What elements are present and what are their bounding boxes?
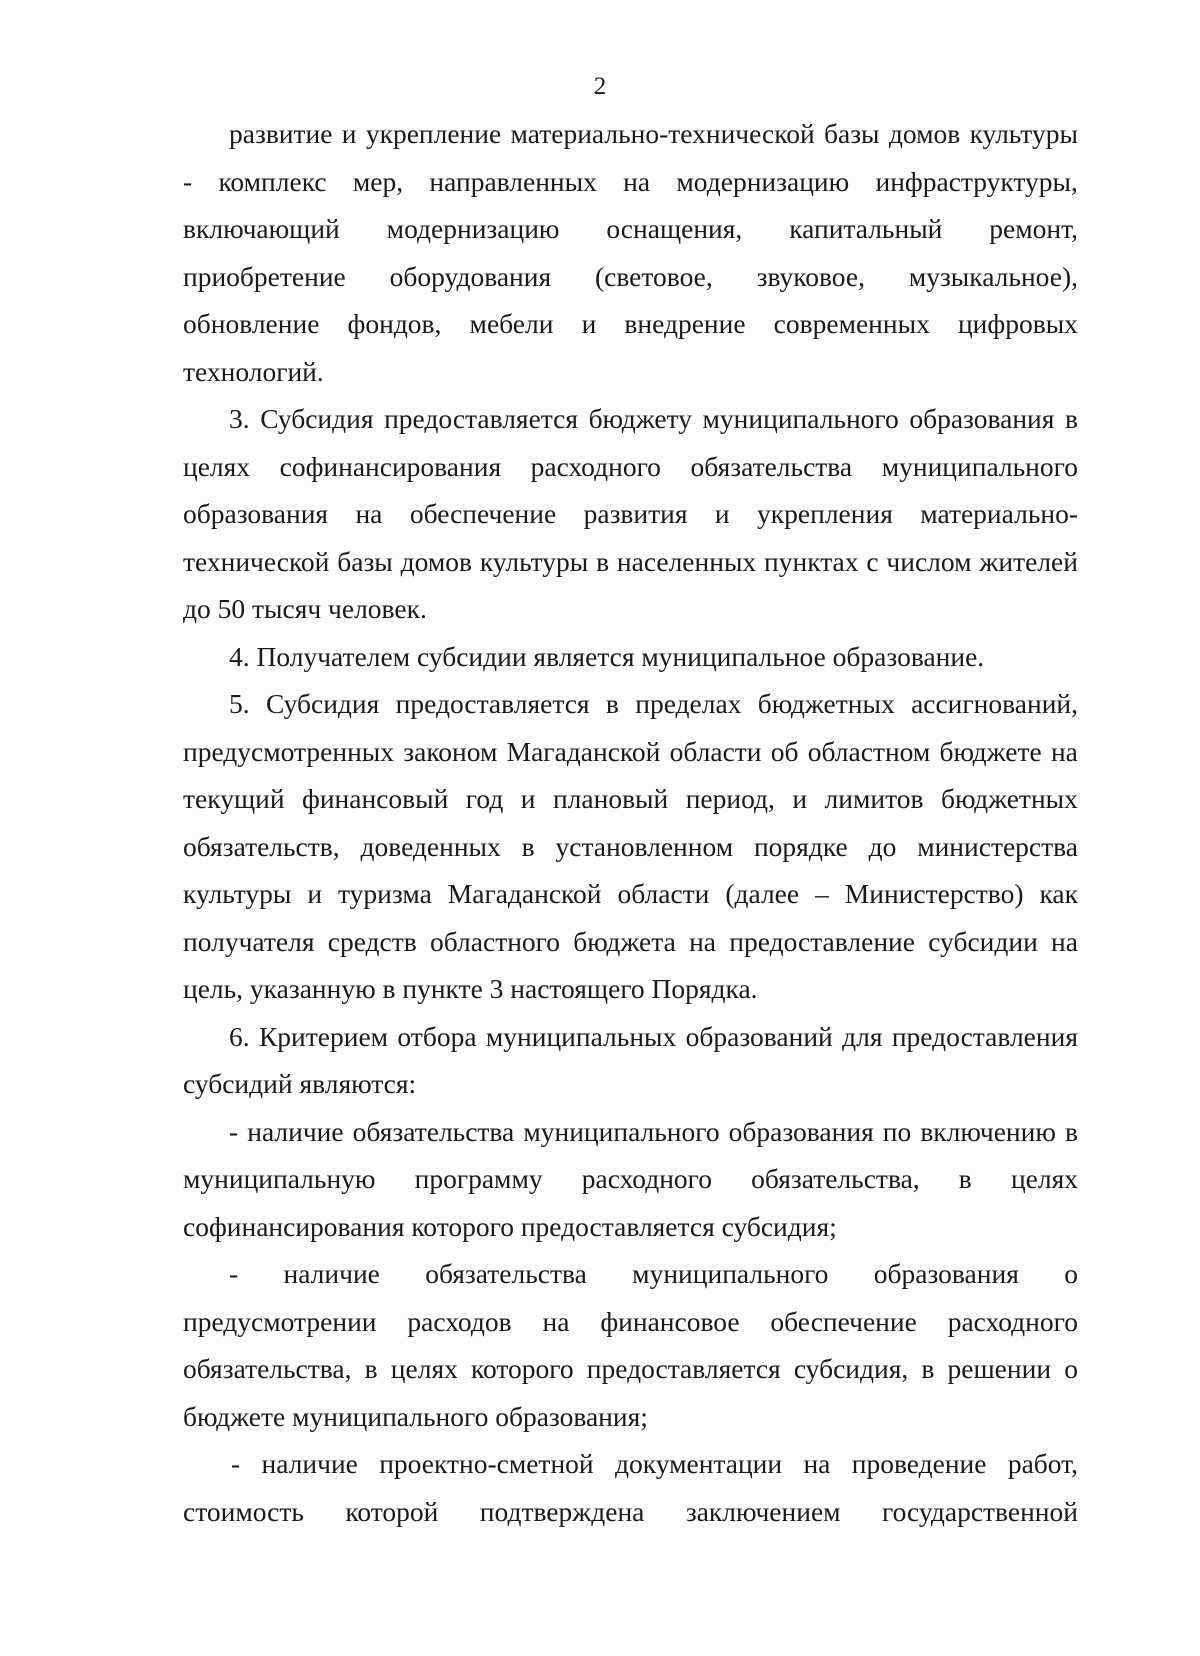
text-line: технической базы домов культуры в населенных пунктах с числом жителей — [183, 545, 1078, 577]
text-line: - наличие обязательства муниципального образования о — [229, 1258, 1078, 1289]
text-line: до 50 тысяч человек. — [183, 593, 427, 624]
text-line: получателя средств областного бюджета на предоставление субсидии на — [183, 925, 1078, 957]
text-line: - наличие проектно-сметной документации на проведение работ, — [231, 1448, 1078, 1479]
text-line: предусмотренных законом Магаданской области об областном бюджете на — [183, 735, 1078, 767]
text-line: предусмотрении расходов на финансовое обеспечение расходного — [183, 1305, 1078, 1337]
text-line: культуры и туризма Магаданской области (далее – Министерство) как — [183, 878, 1078, 909]
text-line: 5. Субсидия предоставляется в пределах бюджетных ассигнований, — [229, 688, 1078, 719]
text-line: образования на обеспечение развития и укрепления материально- — [183, 498, 1078, 529]
criterion-item-2 — [183, 1250, 1078, 1440]
text-line: развитие и укрепление материально-технической базы домов культуры — [229, 118, 1078, 149]
text-line: 3. Субсидия предоставляется бюджету муниципального образования в — [229, 403, 1078, 434]
document-body — [183, 110, 1078, 1535]
text-line: бюджете муниципального образования; — [183, 1400, 648, 1432]
text-line: включающий модернизацию оснащения, капитальный ремонт, — [183, 213, 1078, 244]
text-line: стоимость которой подтверждена заключением государственной — [183, 1495, 1078, 1527]
text-line: цель, указанную в пункте 3 настоящего Порядка. — [183, 973, 758, 1004]
text-line: - наличие обязательства муниципального образования по включению в — [229, 1115, 1078, 1147]
text-line: текущий финансовый год и плановый период, и лимитов бюджетных — [183, 783, 1078, 814]
text-line: обязательств, доведенных в установленном порядке до министерства — [183, 830, 1078, 862]
text-line: технологий. — [183, 355, 324, 387]
text-line: целях софинансирования расходного обязательства муниципального — [183, 450, 1078, 482]
text-line: субсидий являются: — [183, 1068, 417, 1099]
text-line: 4. Получателем субсидии является муниципальное образование. — [229, 640, 985, 672]
criterion-item-1 — [183, 1108, 1078, 1251]
text-line: - комплекс мер, направленных на модернизацию инфраструктуры, — [183, 165, 1078, 197]
paragraph-5 — [183, 680, 1078, 1013]
page-number: 2 — [593, 73, 607, 100]
text-line: 6. Критерием отбора муниципальных образований для предоставления — [229, 1020, 1078, 1052]
criterion-item-3 — [183, 1440, 1078, 1535]
text-line: муниципальную программу расходного обязательства, в целях — [183, 1163, 1078, 1194]
paragraph-4 — [183, 633, 1078, 681]
paragraph-definition — [183, 110, 1078, 395]
paragraph-3 — [183, 395, 1078, 633]
text-line: приобретение оборудования (световое, звуковое, музыкальное), — [183, 260, 1078, 292]
text-line: обязательства, в целях которого предоставляется субсидия, в решении о — [183, 1353, 1078, 1384]
text-line: обновление фондов, мебели и внедрение современных цифровых — [183, 308, 1078, 339]
paragraph-6 — [183, 1013, 1078, 1108]
text-line: софинансирования которого предоставляется субсидия; — [183, 1210, 837, 1242]
